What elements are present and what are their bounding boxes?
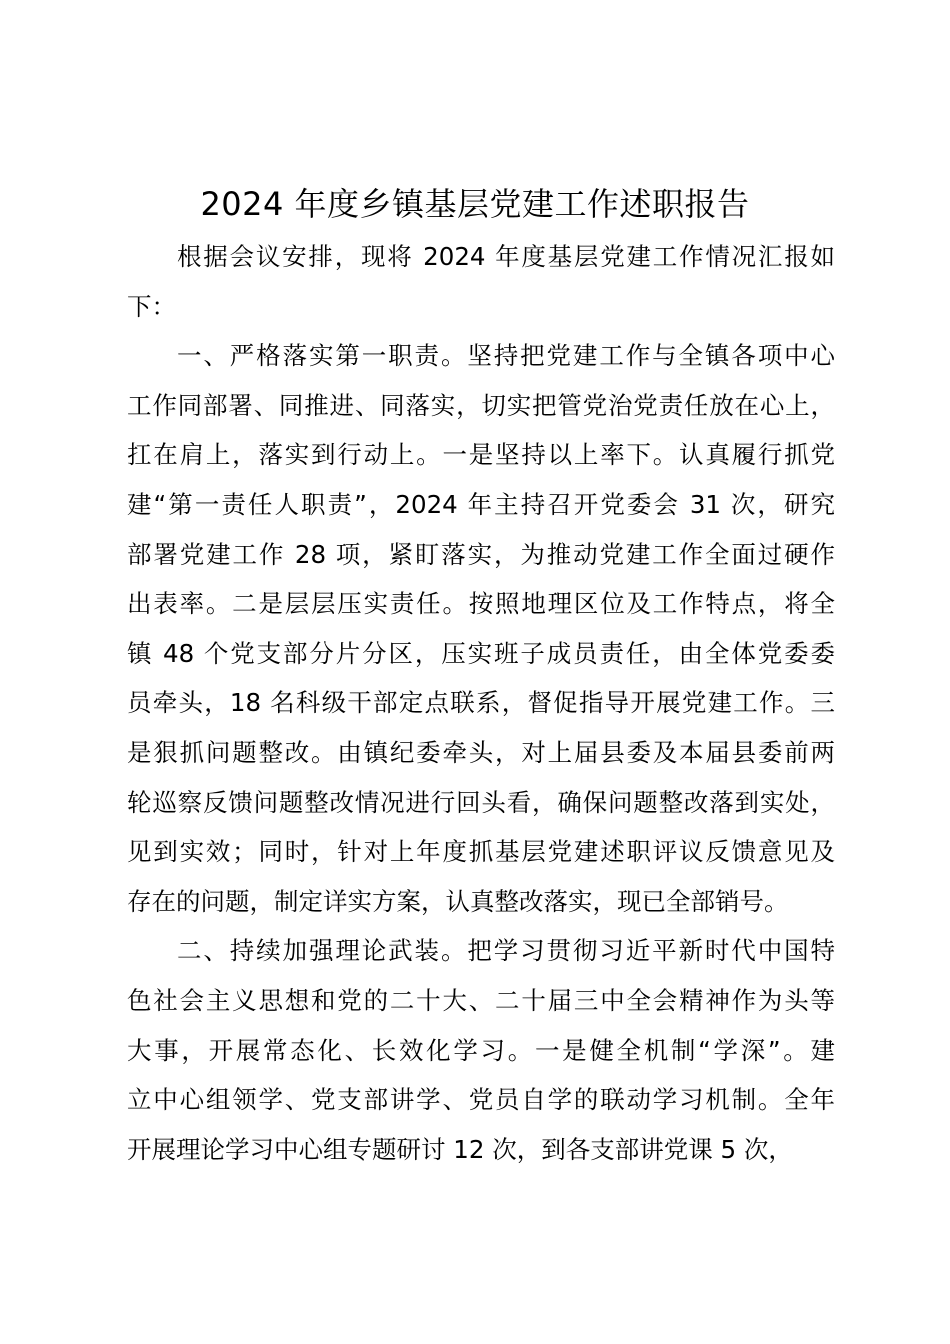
text-line: 部署党建工作 28 项，紧盯落实，为推动党建工作全面过硬作: [127, 539, 835, 569]
text-line: 见到实效；同时，针对上年度抓基层党建述职评议反馈意见及: [127, 837, 835, 867]
text-line: 下：: [127, 291, 176, 321]
text-line: 立中心组领学、党支部讲学、党员自学的联动学习机制。全年: [127, 1085, 835, 1115]
text-line: 大事，开展常态化、长效化学习。一是健全机制“学深”。建: [127, 1035, 835, 1065]
text-line: 二、持续加强理论武装。把学习贯彻习近平新时代中国特: [177, 936, 835, 966]
text-line: 轮巡察反馈问题整改情况进行回头看，确保问题整改落到实处，: [127, 787, 835, 817]
document-body: [127, 232, 835, 1174]
document-title: 2024 年度乡镇基层党建工作述职报告: [200, 185, 750, 223]
text-line: 一、严格落实第一职责。坚持把党建工作与全镇各项中心: [177, 341, 835, 371]
text-line: 根据会议安排，现将 2024 年度基层党建工作情况汇报如: [177, 242, 835, 271]
text-line: 扛在肩上，落实到行动上。一是坚持以上率下。认真履行抓党: [127, 440, 835, 470]
text-line: 出表率。二是层层压实责任。按照地理区位及工作特点，将全: [127, 589, 835, 619]
text-line: 开展理论学习中心组专题研讨 12 次，到各支部讲党课 5 次，: [127, 1134, 793, 1164]
text-line: 是狠抓问题整改。由镇纪委牵头，对上届县委及本届县委前两: [127, 737, 835, 767]
text-line: 建“第一责任人职责”，2024 年主持召开党委会 31 次，研究: [127, 489, 835, 519]
text-line: 工作同部署、同推进、同落实，切实把管党治党责任放在心上，: [127, 390, 835, 420]
text-line: 员牵头，18 名科级干部定点联系，督促指导开展党建工作。三: [127, 688, 835, 718]
text-line: 镇 48 个党支部分片分区，压实班子成员责任，由全体党委委: [127, 638, 835, 668]
text-line: 色社会主义思想和党的二十大、二十届三中全会精神作为头等: [127, 985, 835, 1015]
text-line: 存在的问题，制定详实方案，认真整改落实，现已全部销号。: [127, 886, 789, 916]
